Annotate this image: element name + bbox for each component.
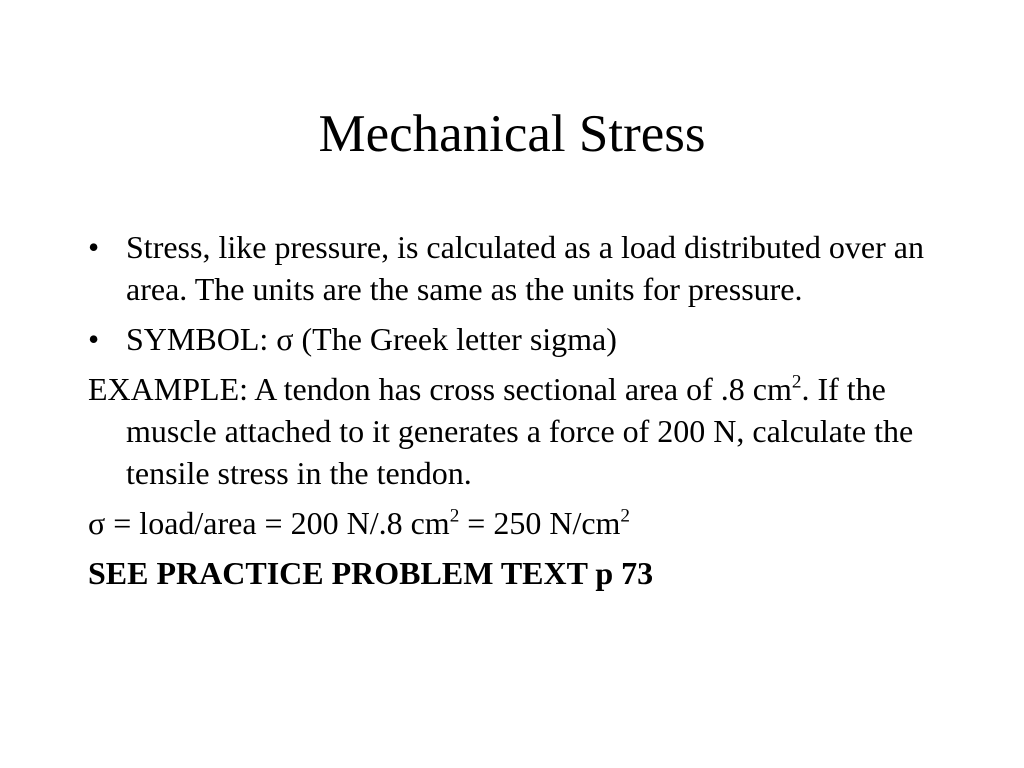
bullet-icon: • — [88, 229, 100, 265]
equation-superscript-2: 2 — [620, 505, 631, 527]
bullet-text: Stress, like pressure, is calculated as a load distributed over an area. The units are the same as the units for pressure. — [126, 229, 924, 307]
example-superscript: 2 — [791, 371, 802, 393]
example-text-end: . If the muscle attached to it generates a force of 200 N, calculate the tensile stress in the tendon. — [126, 371, 914, 491]
slide-body — [88, 226, 968, 602]
equation-text-middle: = 250 N/cm — [459, 505, 621, 541]
bullet-text: SYMBOL: σ (The Greek letter sigma) — [126, 321, 617, 357]
example-paragraph — [88, 368, 968, 494]
equation-line — [88, 502, 968, 544]
equation-text-start: σ = load/area = 200 N/.8 cm — [88, 505, 450, 541]
practice-reference: SEE PRACTICE PROBLEM TEXT p 73 — [88, 555, 654, 591]
slide-title: Mechanical Stress — [318, 105, 706, 163]
equation-superscript-1: 2 — [449, 505, 460, 527]
bullet-item-stress-definition — [88, 226, 968, 310]
bullet-item-symbol — [88, 318, 968, 360]
bullet-icon: • — [88, 321, 100, 357]
example-text-start: EXAMPLE: A tendon has cross sectional area of .8 cm — [88, 371, 792, 407]
